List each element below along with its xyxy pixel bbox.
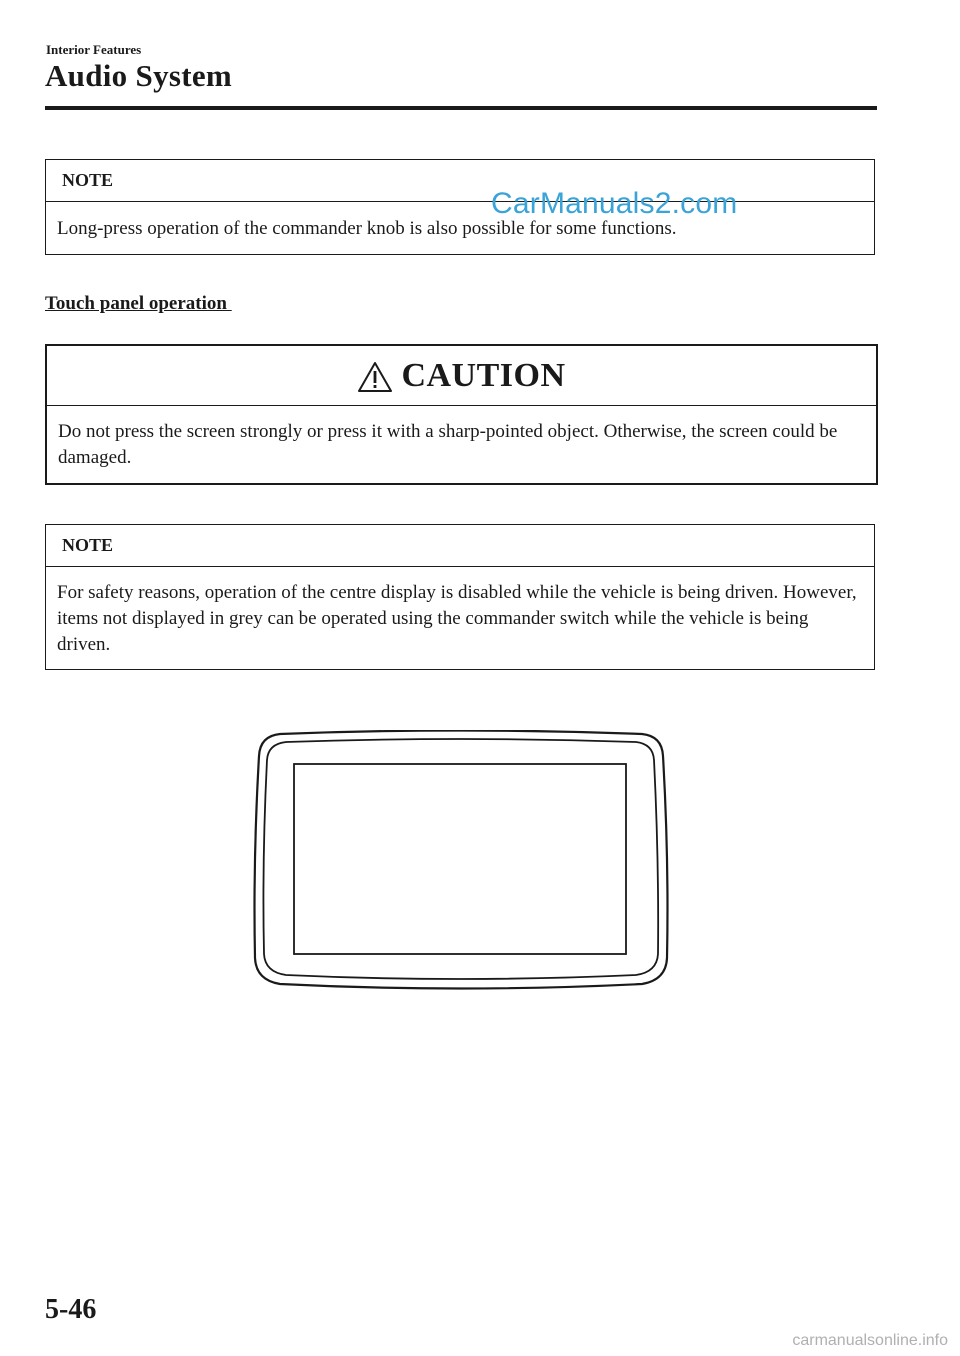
note-box-2 xyxy=(45,524,875,670)
section-label: Interior Features xyxy=(46,42,142,57)
note-heading: NOTE xyxy=(46,160,874,202)
footer-watermark: carmanualsonline.info xyxy=(792,1332,948,1349)
page-number: 5-46 xyxy=(45,1294,97,1325)
note-heading-2: NOTE xyxy=(46,525,874,567)
watermark-text: CarManuals2.com xyxy=(491,187,738,220)
page-title: Audio System xyxy=(45,58,233,93)
note-text-2: For safety reasons, operation of the centre display is disabled while the vehicle is being driven. However, items not displayed in grey can be operated using the commander switch while the vehicle is being driven. xyxy=(57,582,857,655)
subheading-touch-panel: Touch panel operation xyxy=(45,293,232,314)
note-box xyxy=(45,159,875,255)
caution-box xyxy=(45,344,878,485)
warning-triangle-icon xyxy=(357,361,393,393)
note-text: Long-press operation of the commander knob is also possible for some functions. xyxy=(57,218,677,239)
caution-text: Do not press the screen strongly or press it with a sharp-pointed object. Otherwise, the screen could be damaged. xyxy=(58,421,838,468)
centre-display-illustration xyxy=(250,730,672,997)
caution-header xyxy=(47,346,876,406)
title-rule xyxy=(45,106,877,110)
caution-heading: CAUTION xyxy=(401,356,566,394)
